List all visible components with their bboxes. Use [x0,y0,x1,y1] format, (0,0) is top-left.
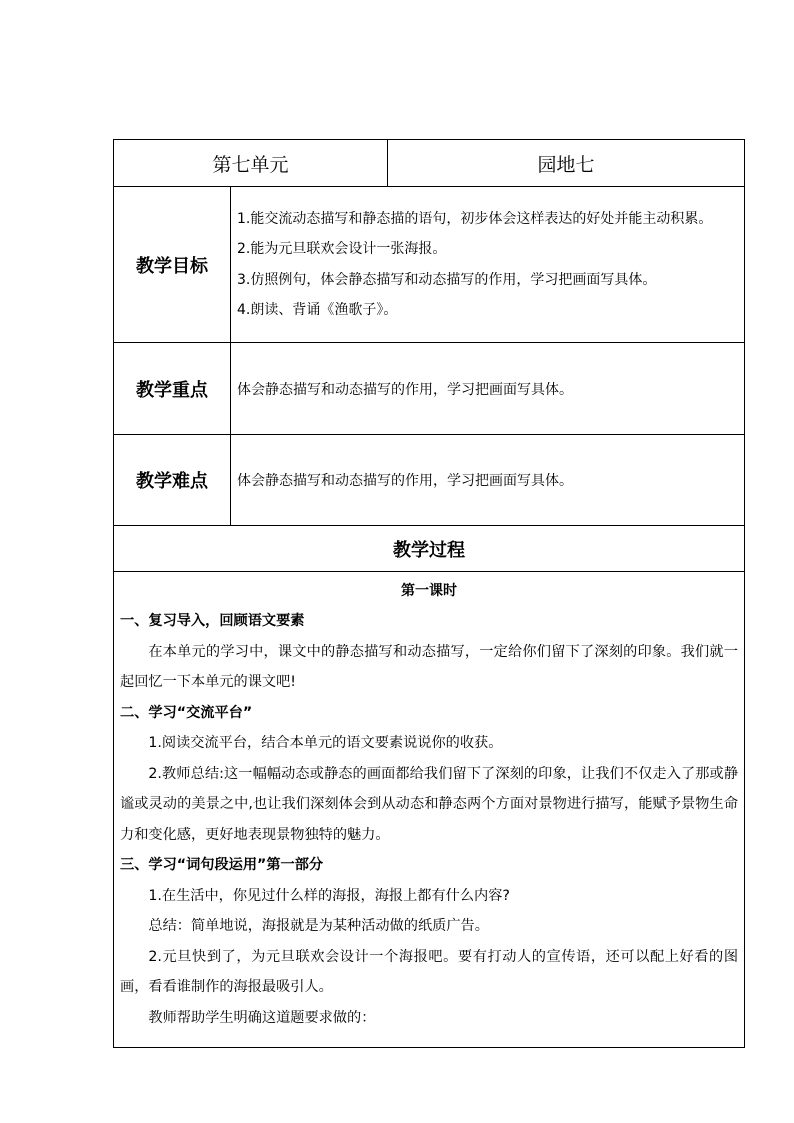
goals-content [231,187,745,343]
focus-label: 教学重点 [114,343,231,435]
section-heading: 三、学习“词句段运用”第一部分 [120,857,324,873]
lesson-name: 园地七 [388,140,745,187]
process-body-row [114,572,745,1048]
goal-item: 1.能交流动态描写和静态描的语句，初步体会这样表达的好处并能主动积累。 [237,210,713,227]
paragraph: 总结：简单地说，海报就是为某种活动做的纸质广告。 [148,918,489,934]
process-label: 教学过程 [114,526,745,572]
process-body [114,572,745,1048]
unit-title: 第七单元 [114,140,388,187]
goals-label: 教学目标 [114,187,231,343]
paragraph: 1.阅读交流平台，结合本单元的语文要素说说你的收获。 [148,735,503,751]
paragraph: 2.教师总结:这一幅幅动态或静态的画面都给我们留下了深刻的印象，让我们不仅走入了那或静谧或灵动的美景之中,也让我们深刻体会到从动态和静态两个方面对景物进行描写，能赋予景物生命力和变化感，更好地表现景物独特的魅力。 [120,765,739,843]
header-row [114,140,745,187]
difficulty-content: 体会静态描写和动态描写的作用，学习把画面写具体。 [231,435,745,526]
paragraph: 在本单元的学习中，课文中的静态描写和动态描写，一定给你们留下了深刻的印象。我们就一起回忆一下本单元的课文吧! [120,643,739,690]
difficulty-row [114,435,745,526]
section-heading: 二、学习“交流平台” [120,704,253,721]
goal-item: 3.仿照例句，体会静态描写和动态描写的作用，学习把画面写具体。 [237,271,657,288]
goal-item: 2.能为元旦联欢会设计一张海报。 [237,241,447,257]
focus-content: 体会静态描写和动态描写的作用，学习把画面写具体。 [231,343,745,435]
focus-row [114,343,745,435]
lesson-period-title: 第一课时 [401,583,457,599]
paragraph: 1.在生活中，你见过什么样的海报，海报上都有什么内容? [148,887,510,904]
paragraph: 2.元旦快到了，为元旦联欢会设计一个海报吧。要有打动人的宣传语，还可以配上好看的图画，看看谁制作的海报最吸引人。 [120,948,739,995]
paragraph: 教师帮助学生明确这道题要求做的： [148,1009,376,1026]
goal-item: 4.朗读、背诵《渔歌子》。 [237,302,398,318]
section-heading: 一、复习导入，回顾语文要素 [120,613,305,629]
difficulty-label: 教学难点 [114,435,231,526]
lesson-plan-table [113,139,745,1048]
process-row [114,526,745,572]
goals-row [114,187,745,343]
